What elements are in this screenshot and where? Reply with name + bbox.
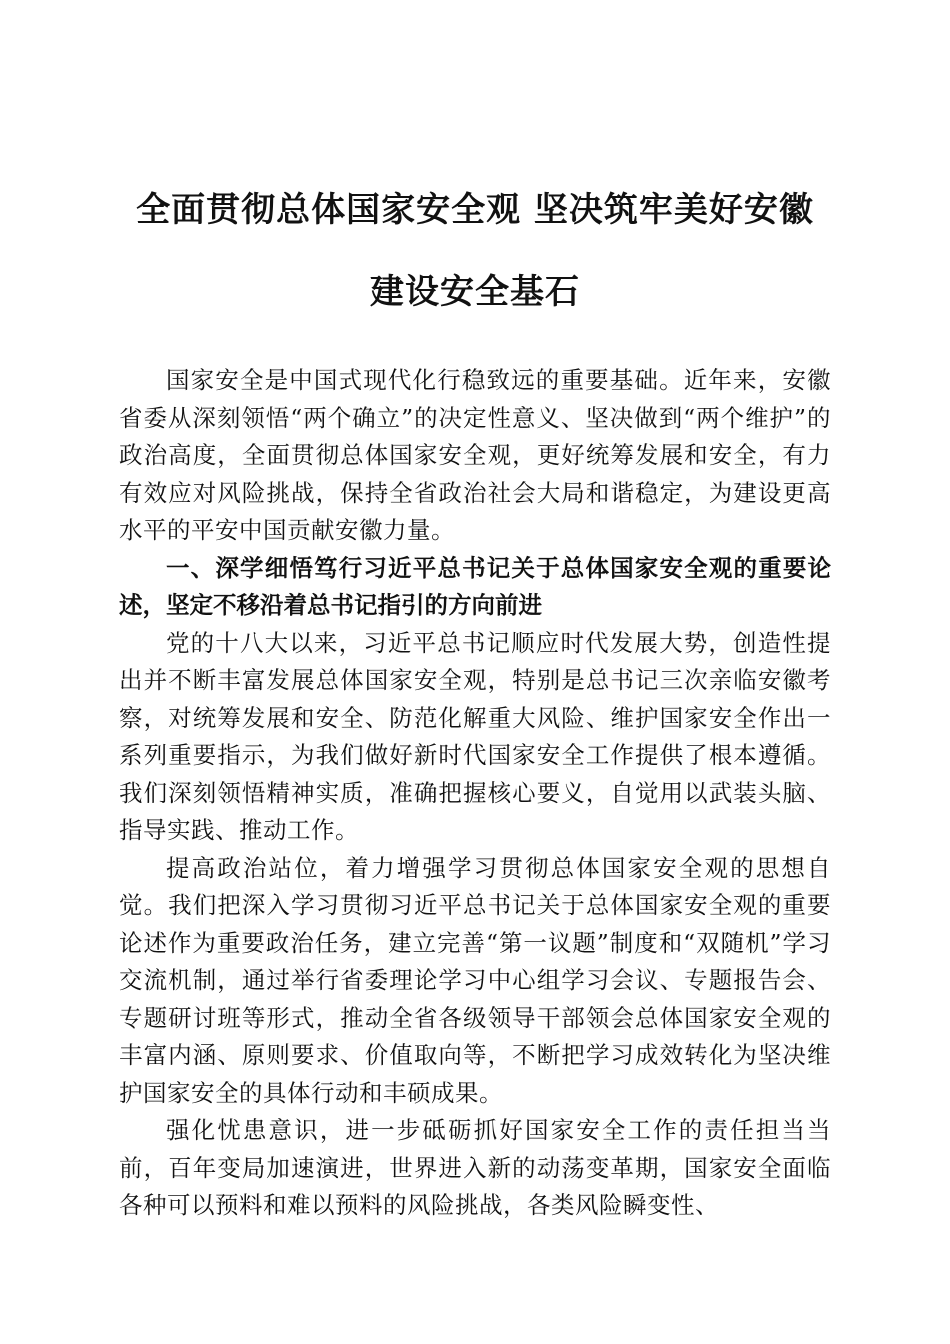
document-title-line-1: 全面贯彻总体国家安全观 坚决筑牢美好安徽: [136, 190, 814, 230]
paragraph-intro: 国家安全是中国式现代化行稳致远的重要基础。近年来，安徽省委从深刻领悟“两个确立”的决定性意义、坚决做到“两个维护”的政治高度，全面贯彻总体国家安全观，更好统筹发展和安全，有力有效应对风险挑战，保持全省政治社会大局和谐稳定，为建设更高水平的平安中国贡献安徽力量。: [119, 366, 831, 544]
paragraph-1: 党的十八大以来，习近平总书记顺应时代发展大势，创造性提出并不断丰富发展总体国家安全观，特别是总书记三次亲临安徽考察，对统筹发展和安全、防范化解重大风险、维护国家安全作出一系列重要指示，为我们做好新时代国家安全工作提供了根本遵循。我们深刻领悟精神实质，准确把握核心要义，自觉用以武装头脑、指导实践、推动工作。: [119, 628, 831, 844]
document-body: [119, 362, 831, 1225]
document-title-line-2: 建设安全基石: [370, 272, 580, 312]
paragraph-2: 提高政治站位，着力增强学习贯彻总体国家安全观的思想自觉。我们把深入学习贯彻习近平总书记关于总体国家安全观的重要论述作为重要政治任务，建立完善“第一议题”制度和“双随机”学习交流机制，通过举行省委理论学习中心组学习会议、专题报告会、专题研讨班等形式，推动全省各级领导干部领会总体国家安全观的丰富内涵、原则要求、价值取向等，不断把学习成效转化为坚决维护国家安全的具体行动和丰硕成果。: [119, 853, 831, 1107]
section-heading-1: 一、深学细悟笃行习近平总书记关于总体国家安全观的重要论述，坚定不移沿着总书记指引的方向前进: [119, 553, 831, 619]
paragraph-3: 强化忧患意识，进一步砥砺抓好国家安全工作的责任担当当前，百年变局加速演进，世界进入新的动荡变革期，国家安全面临各种可以预料和难以预料的风险挑战，各类风险瞬变性、: [119, 1116, 831, 1219]
